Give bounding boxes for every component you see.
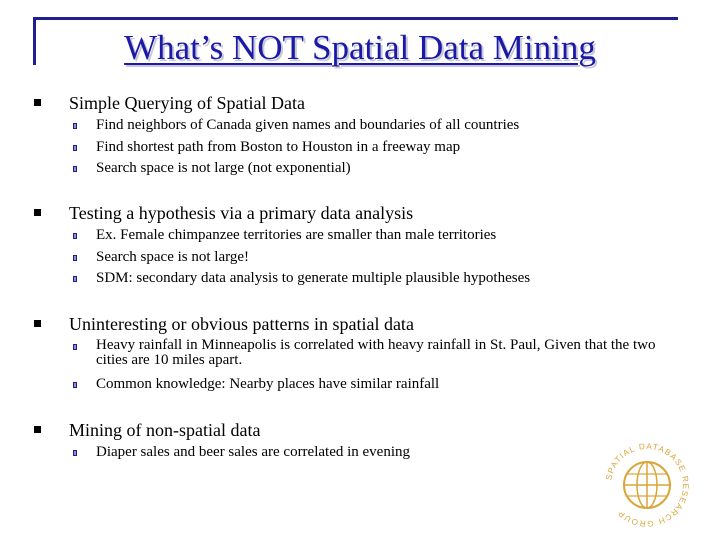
bullet-marker: [34, 320, 41, 327]
sub-bullet-marker: [73, 123, 77, 129]
section-heading-querying: Simple Querying of Spatial Data: [69, 93, 305, 113]
sub-bullet-marker: [73, 450, 77, 456]
sub-bullet-marker: [73, 344, 77, 350]
sub-bullet-marker: [73, 276, 77, 282]
sub-bullet-marker: [73, 382, 77, 388]
list-item: Diaper sales and beer sales are correlated in evening: [96, 444, 411, 460]
sub-bullet-marker: [73, 233, 77, 239]
research-group-logo: [602, 440, 692, 530]
list-item: Heavy rainfall in Minneapolis is correlated with heavy rainfall in St. Paul, Given that the two cities are 10 miles apart.: [96, 337, 656, 368]
bullet-marker: [34, 209, 41, 216]
list-item: Search space is not large!: [96, 249, 249, 265]
list-item: Find shortest path from Boston to Houston in a freeway map: [96, 139, 461, 155]
bullet-marker: [34, 426, 41, 433]
section-heading-non-spatial: Mining of non-spatial data: [69, 420, 261, 440]
section-heading-patterns: Uninteresting or obvious patterns in spatial data: [69, 314, 414, 334]
bullet-marker: [34, 99, 41, 106]
slide-title: What’s NOT Spatial Data Mining: [124, 28, 596, 67]
sub-bullet-marker: [73, 166, 77, 172]
list-item: Find neighbors of Canada given names and boundaries of all countries: [96, 117, 520, 133]
list-item: Ex. Female chimpanzee territories are smaller than male territories: [96, 227, 497, 243]
section-heading-hypothesis: Testing a hypothesis via a primary data analysis: [69, 203, 414, 223]
list-item: SDM: secondary data analysis to generate multiple plausible hypotheses: [96, 270, 531, 286]
logo-ring-text: SPATIAL DATABASE RESEARCH GROUP: [604, 441, 691, 529]
list-item: Search space is not large (not exponential): [96, 160, 351, 176]
sub-bullet-marker: [73, 255, 77, 261]
list-item: Common knowledge: Nearby places have similar rainfall: [96, 376, 440, 392]
sub-bullet-marker: [73, 145, 77, 151]
title-frame-top-rule: [33, 17, 678, 20]
